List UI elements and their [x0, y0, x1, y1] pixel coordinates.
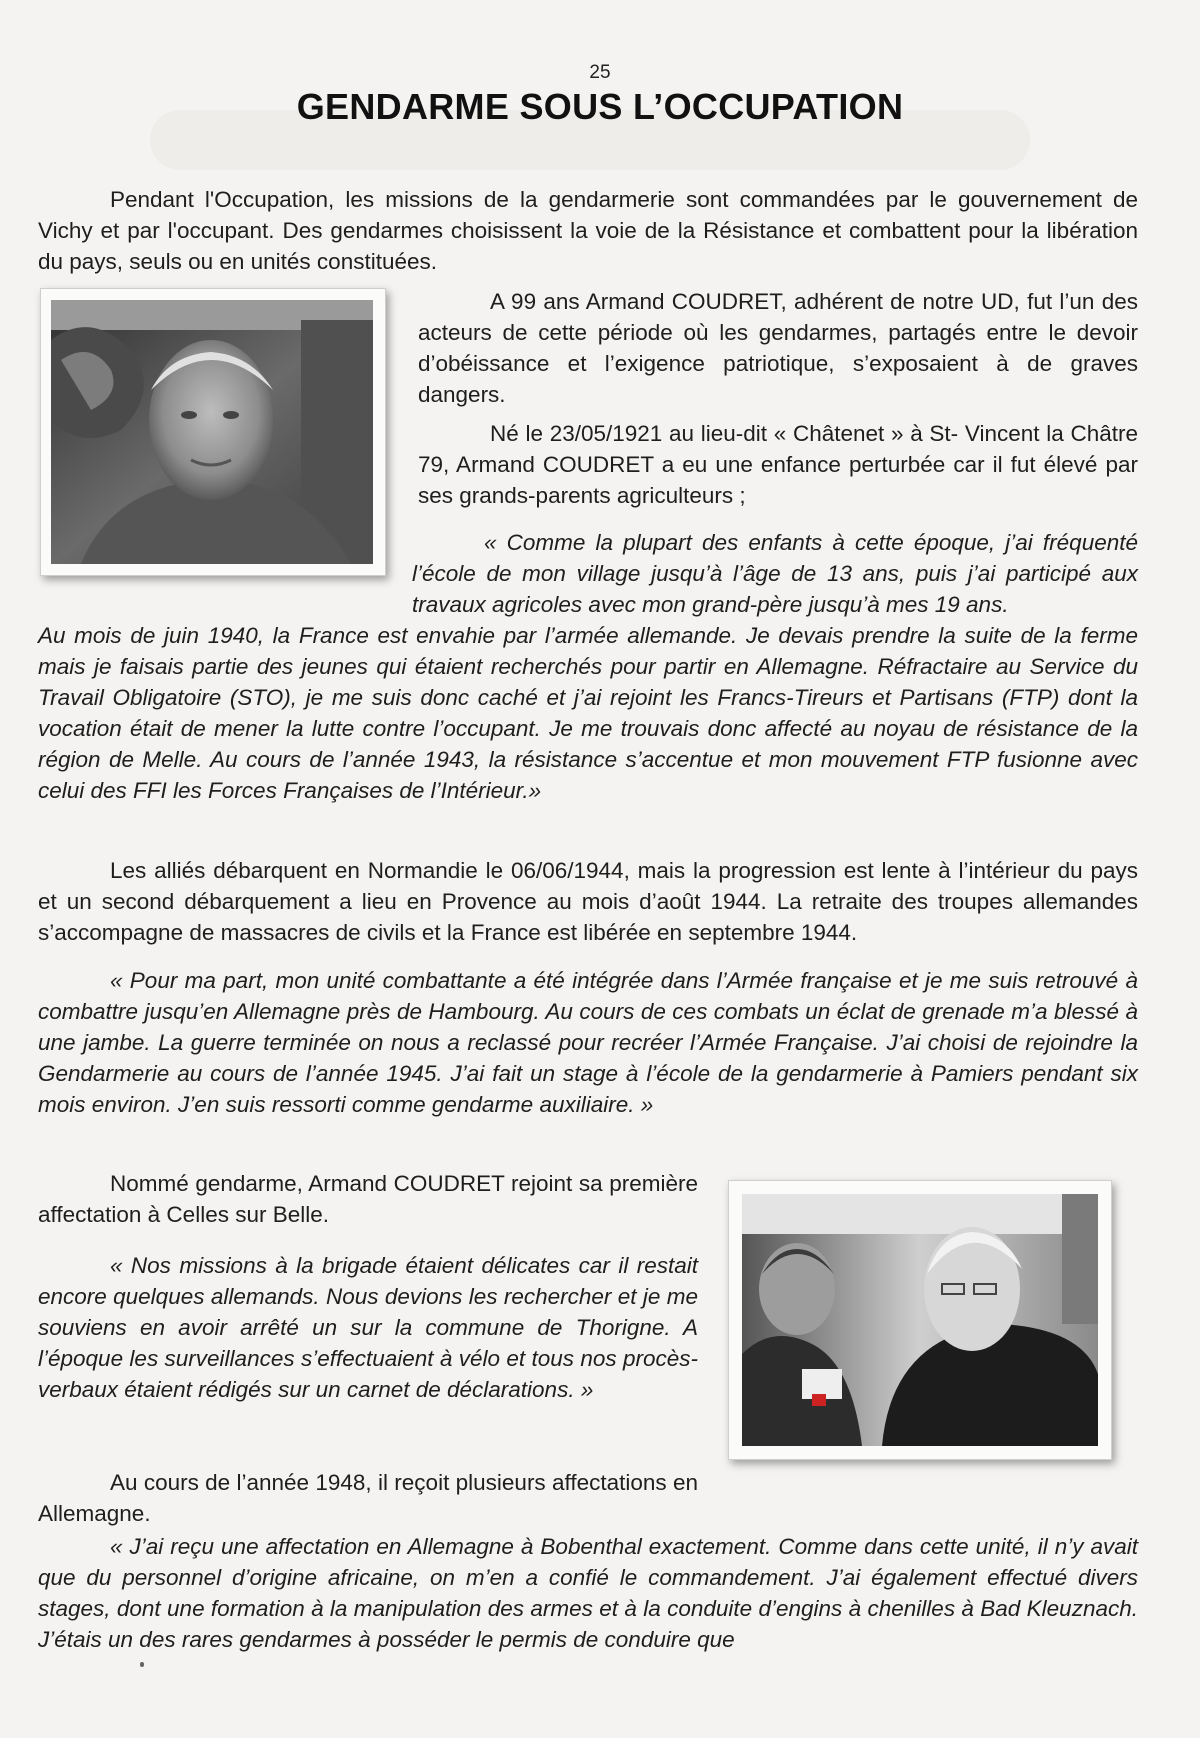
birth-paragraph: Né le 23/05/1921 au lieu-dit « Châtenet » à St- Vincent la Châtre 79, Armand COUDRET a eu une enfance perturbée car il fut élevé par ses grands-parents agriculteurs ;: [418, 421, 1138, 508]
liberation-paragraph: Les alliés débarquent en Normandie le 06/06/1944, mais la progression est lente à l’intérieur du pays et un second débarquement a lieu en Provence au mois d’août 1944. La retraite des troupes allemandes s’accompagne de massacres de civils et la France est libérée en septembre 1944.: [38, 858, 1138, 945]
quote-bobenthal: « J’ai reçu une affectation en Allemagne à Bobenthal exactement. Comme dans cette unité, il n’y avait que du personnel d’origine africaine, on m’en a confié le commandement. J’ai également effectué divers stages, dont une formation à la manipulation des armes et à la conduite d’engins à chenilles à Bad Kleuznach. J’étais un des rares gendarmes à posséder le permis de conduire que: [38, 1534, 1138, 1652]
quote-combat: « Pour ma part, mon unité combattante a été intégrée dans l’Armée française et je me suis retrouvé à combattre jusqu’en Allemagne près de Hambourg. Au cours de ces combats un éclat de grenade m’a blessé à une jambe. La guerre terminée on nous a reclassé pour recréer l’Armée Française. J’ai choisi de rejoindre la Gendarmerie au cours de l’année 1945. J’ai fait un stage à l’école de la gendarmerie à Pamiers pendant six mois environ. J’en suis ressorti comme gendarme auxiliaire. »: [38, 968, 1138, 1117]
scan-speck: [140, 1662, 144, 1667]
page-title: GENDARME SOUS L’OCCUPATION: [296, 86, 904, 127]
ceremony-image: [742, 1194, 1098, 1446]
quote-missions: « Nos missions à la brigade étaient délicates car il restait encore quelques allemands. Nous devions les rechercher et je me souviens en avoir arrêté un sur la commune de Thorigne. A l’époque les surveillances s’effectuaient à vélo et tous nos procès-verbaux étaient rédigés sur un carnet de déclarations. »: [38, 1253, 698, 1402]
appointment-paragraph: Nommé gendarme, Armand COUDRET rejoint sa première affectation à Celles sur Belle.: [38, 1171, 698, 1227]
portrait-photo: [40, 288, 386, 576]
intro-paragraph: Pendant l'Occupation, les missions de la gendarmerie sont commandées par le gouvernement de Vichy et par l'occupant. Des gendarmes choisissent la voie de la Résistance et combattent pour la libération du pays, seuls ou en unités constituées.: [38, 187, 1138, 274]
ceremony-photo: [728, 1180, 1112, 1460]
quote-childhood-start: « Comme la plupart des enfants à cette époque, j’ai fréquenté l’école de mon village jusqu’à l’âge de 13 ans, puis j’ai participé aux travaux agricoles avec mon grand-père jusqu’à mes 19 ans.: [412, 530, 1138, 617]
germany-assignments-paragraph: Au cours de l’année 1948, il reçoit plusieurs affectations en Allemagne.: [38, 1470, 698, 1526]
page-number: 25: [589, 62, 611, 83]
portrait-image: [51, 300, 373, 564]
intro-coudret-paragraph: A 99 ans Armand COUDRET, adhérent de notre UD, fut l’un des acteurs de cette période où les gendarmes, partagés entre le devoir d’obéissance et l’exigence patriotique, s’exposaient à de graves dangers.: [418, 289, 1138, 407]
quote-childhood-continuation: Au mois de juin 1940, la France est envahie par l’armée allemande. Je devais prendre la suite de la ferme mais je faisais partie des jeunes qui étaient recherchés pour partir en Allemagne. Réfractaire au Service du Travail Obligatoire (STO), je me suis donc caché et j’ai rejoint les Francs-Tireurs et Partisans (FTP) dont la vocation était de mener la lutte contre l’occupant. Je me trouvais donc affecté au noyau de résistance de la région de Melle. Au cours de l’année 1943, la résistance s’accentue et mon mouvement FTP fusionne avec celui des FFI les Forces Françaises de l’Intérieur.»: [38, 623, 1138, 803]
